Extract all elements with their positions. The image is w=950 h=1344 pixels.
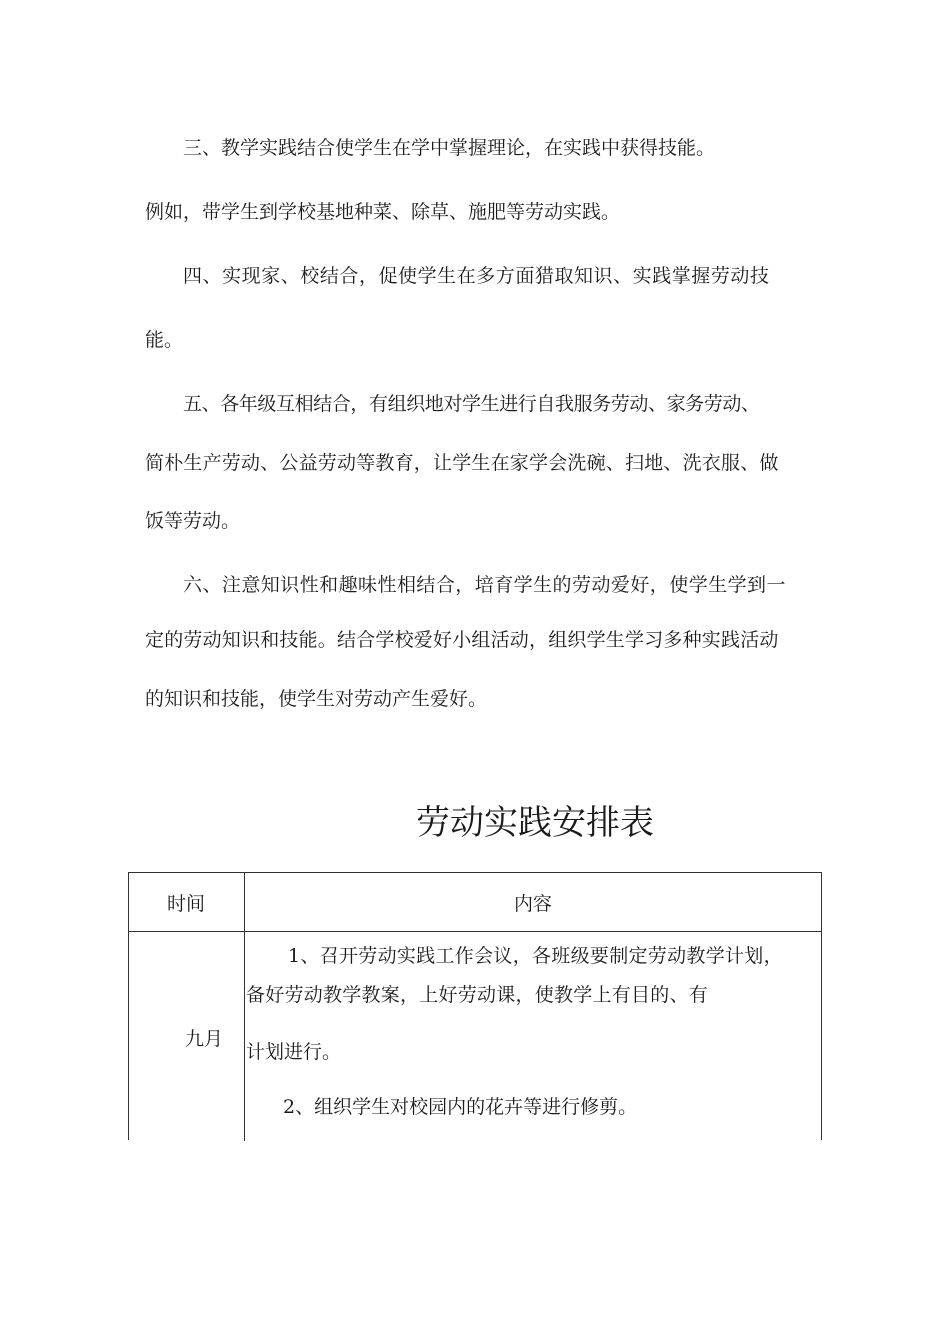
- paragraph-line: 能。: [145, 329, 184, 351]
- paragraph-line: 简朴生产劳动、公益劳动等教育，让学生在家学会洗碗、扫地、洗衣服、做: [145, 452, 779, 474]
- schedule-title: 劳动实践安排表: [416, 803, 654, 843]
- schedule-table: [128, 872, 822, 1140]
- row-content-line: 备好劳动教学教案，上好劳动课，使教学上有目的、有: [246, 984, 709, 1006]
- table-column-divider: [244, 873, 245, 1141]
- paragraph-line: 例如，带学生到学校基地种菜、除草、施肥等劳动实践。: [145, 201, 621, 223]
- row-content-line: 1、召开劳动实践工作会议，各班级要制定劳动教学计划，: [288, 945, 783, 967]
- header-content: 内容: [514, 893, 553, 915]
- row-time: 九月: [185, 1028, 224, 1050]
- row-content-line: 2、组织学生对校园内的花卉等进行修剪。: [283, 1096, 638, 1118]
- paragraph-line: 的知识和技能，使学生对劳动产生爱好。: [145, 688, 488, 710]
- row-content-line: 计划进行。: [246, 1041, 342, 1063]
- paragraph-line: 五、各年级互相结合，有组织地对学生进行自我服务劳动、家务劳动、: [183, 393, 760, 415]
- table-row-divider: [129, 931, 821, 932]
- paragraph-line: 六、注意知识性和趣味性相结合，培育学生的劳动爱好，使学生学到一: [183, 574, 786, 596]
- paragraph-line: 饭等劳动。: [145, 510, 241, 532]
- paragraph-line: 三、教学实践结合使学生在学中掌握理论，在实践中获得技能。: [183, 137, 716, 159]
- header-time: 时间: [167, 893, 206, 915]
- paragraph-line: 四、实现家、校结合，促使学生在多方面猎取知识、实践掌握劳动技: [183, 265, 770, 287]
- paragraph-line: 定的劳动知识和技能。结合学校爱好小组活动，组织学生学习多种实践活动: [145, 629, 779, 651]
